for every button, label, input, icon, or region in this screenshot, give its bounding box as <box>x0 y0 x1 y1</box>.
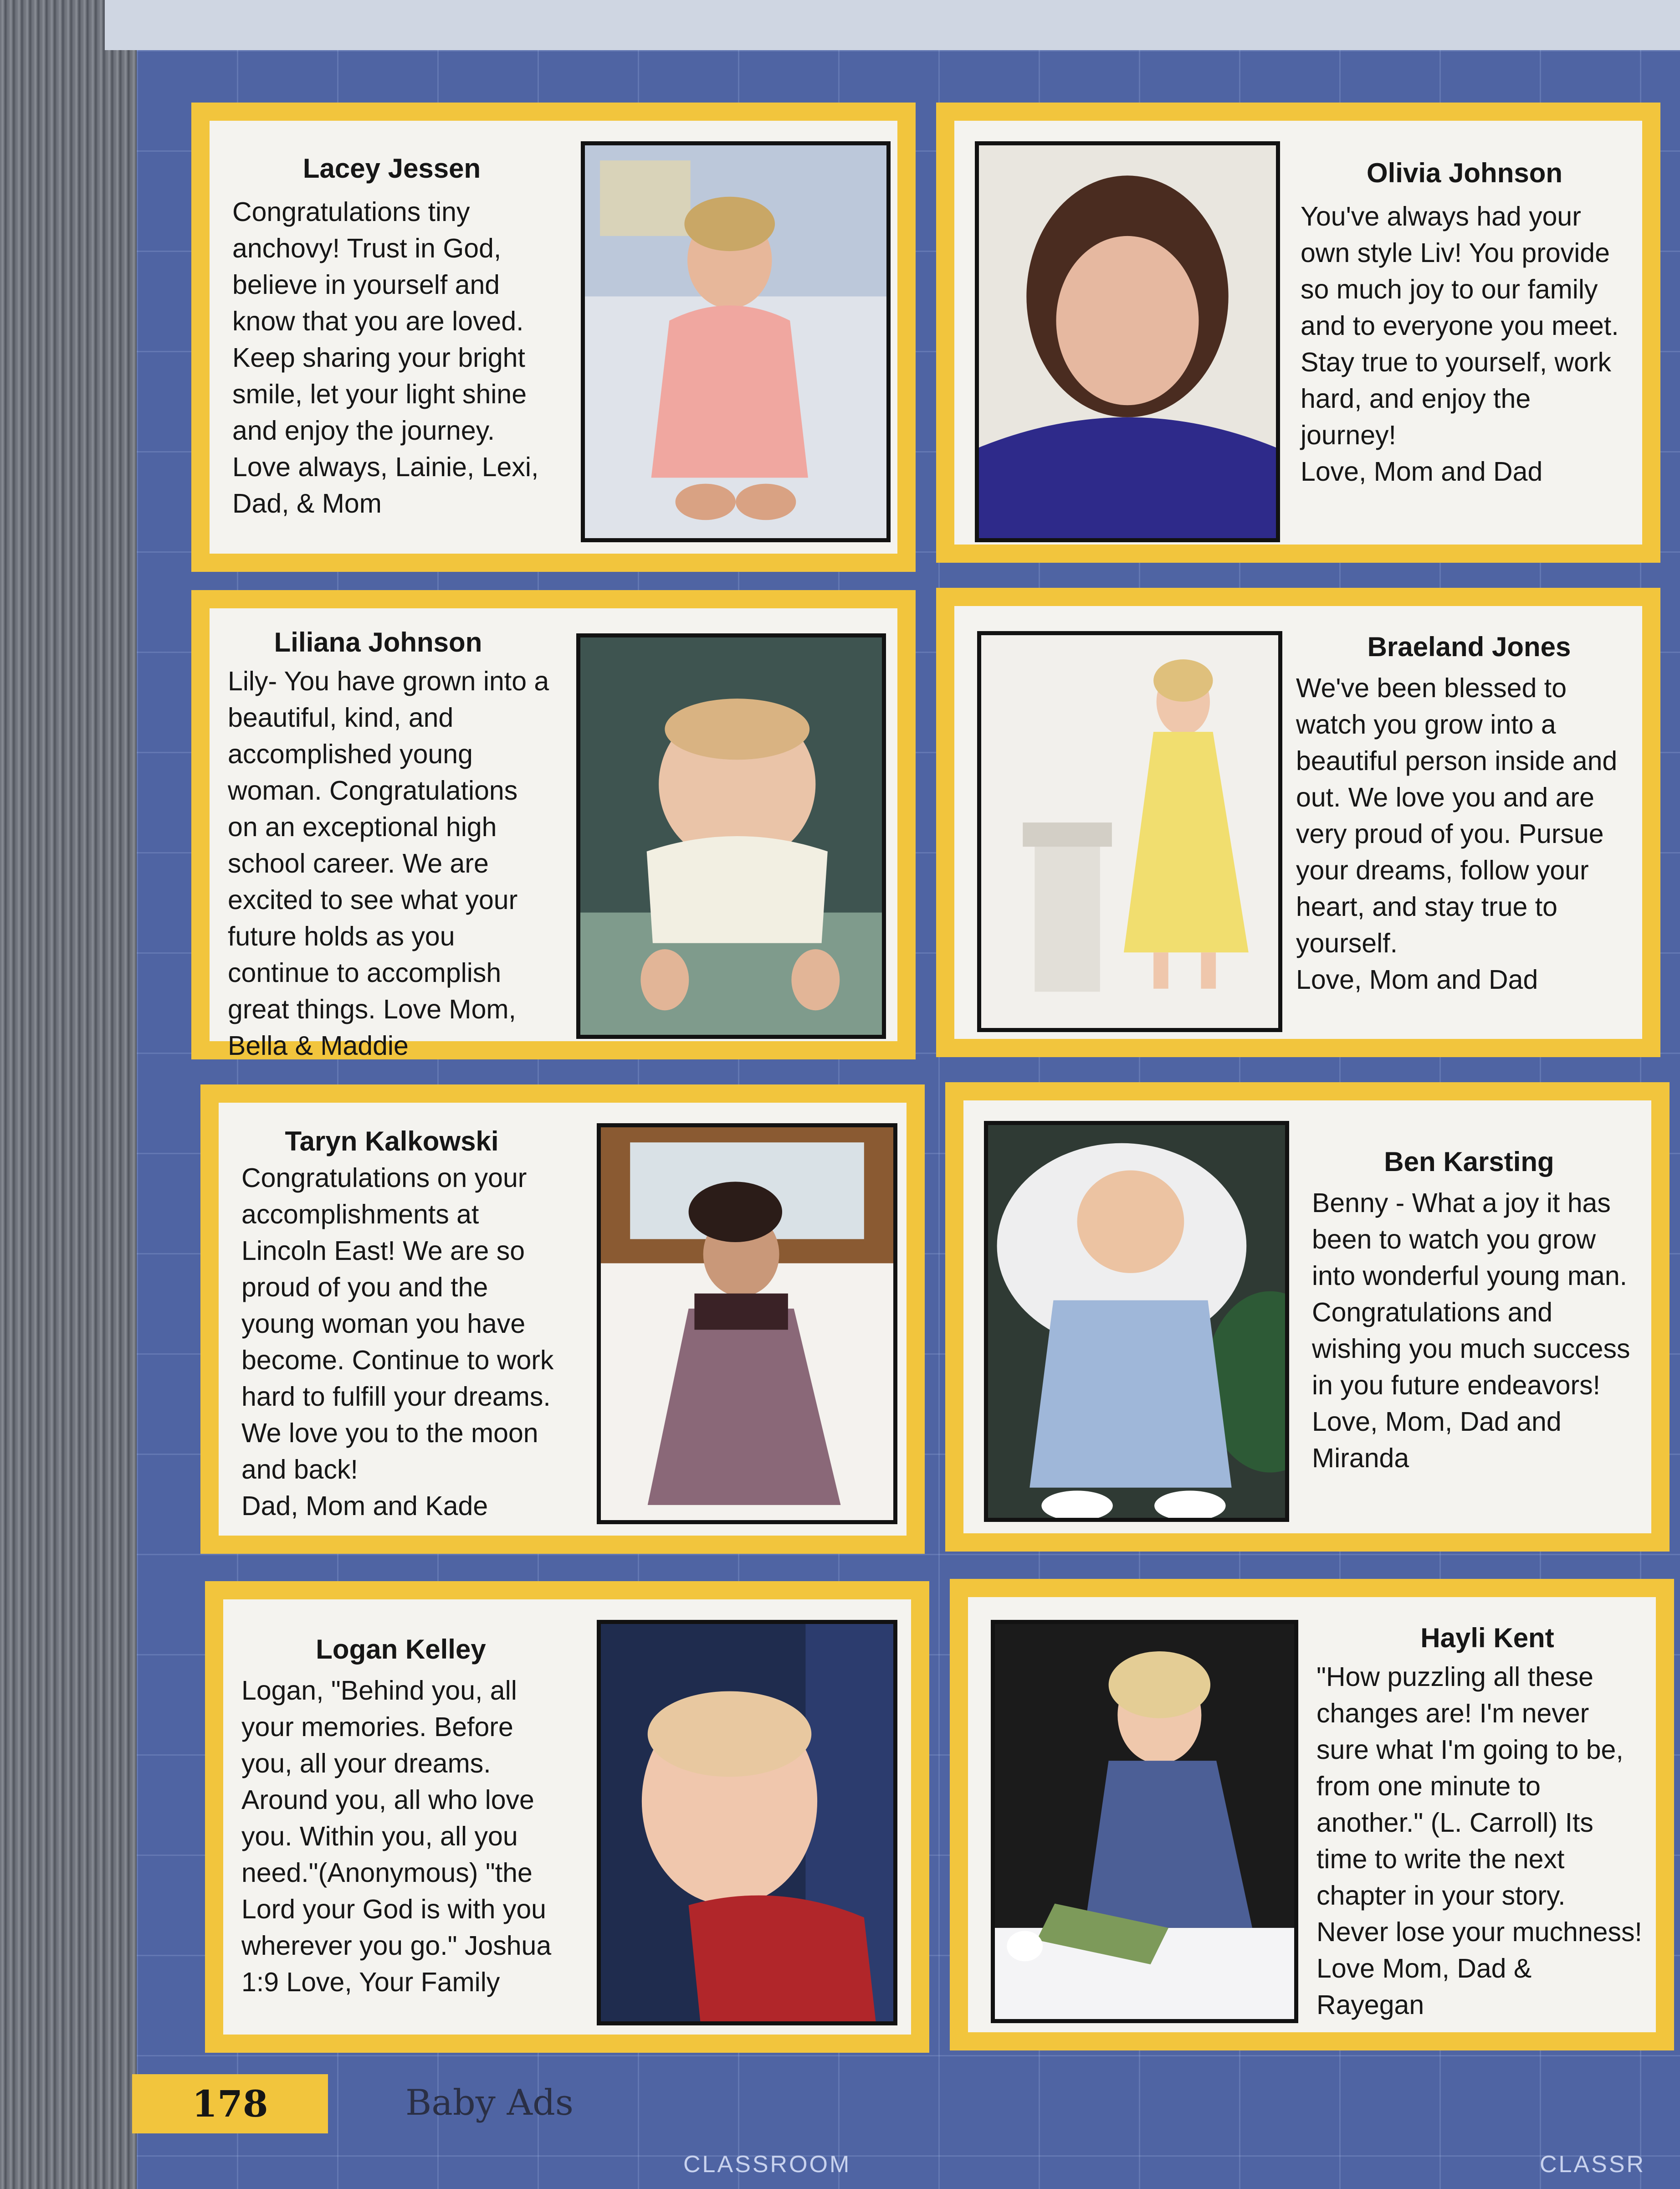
page-number: 178 <box>132 2074 328 2133</box>
baby-ad-card <box>205 1581 929 2053</box>
baby-photo <box>977 631 1282 1032</box>
baby-photo <box>576 633 886 1039</box>
student-name: Ben Karsting <box>1384 1146 1554 1177</box>
section-title: Baby Ads <box>405 2082 574 2123</box>
top-margin <box>105 0 1680 50</box>
baby-ad-card <box>936 588 1660 1057</box>
card-message: We've been blessed to watch you grow into a beautiful person inside and out. We love you and are very proud of you. Pursue your dreams, follow your heart, and stay true to yourself. Love, Mom and Dad <box>1296 673 1618 995</box>
student-name: Olivia Johnson <box>1366 158 1563 188</box>
watermark-label: CLASSROOM <box>683 2151 851 2178</box>
baby-photo <box>597 1123 897 1524</box>
book-page-edge <box>0 0 137 2189</box>
card-panel <box>954 121 1642 545</box>
baby-photo <box>984 1121 1289 1522</box>
student-name: Liliana Johnson <box>274 627 482 658</box>
student-name: Hayli Kent <box>1420 1623 1554 1653</box>
card-message: "How puzzling all these changes are! I'm never sure what I'm going to be, from one minute to another." (L. Carroll) Its time to write the next chapter in your story. Never lose your muchness! Love Mom, Dad & Rayegan <box>1316 1662 1642 2020</box>
card-message: You've always had your own style Liv! You provide so much joy to our family and to everyone you meet. Stay true to yourself, work hard, and enjoy the journey! Love, Mom and Dad <box>1301 201 1619 487</box>
baby-ad-card <box>191 590 916 1059</box>
card-panel <box>219 1103 907 1536</box>
card-message: Benny - What a joy it has been to watch you grow into wonderful young man. Congratulations and wishing you much success in you future endeavors! Love, Mom, Dad and Miranda <box>1312 1188 1630 1473</box>
card-message: Congratulations on your accomplishments at Lincoln East! We are so proud of you and the young woman you have become. Continue to work hard to fulfill your dreams. We love you to the moon and back! Dad, Mom and Kade <box>241 1163 554 1521</box>
baby-photo <box>597 1620 897 2025</box>
student-name: Lacey Jessen <box>302 153 481 184</box>
card-panel <box>963 1100 1651 1533</box>
baby-ad-card <box>191 103 916 572</box>
baby-photo <box>975 141 1280 542</box>
baby-ad-card <box>936 103 1660 563</box>
baby-photo <box>991 1620 1298 2023</box>
baby-ad-card <box>945 1082 1670 1552</box>
card-panel <box>210 608 897 1061</box>
student-name: Logan Kelley <box>316 1634 486 1665</box>
baby-ad-card <box>950 1579 1674 2050</box>
card-message: Logan, "Behind you, all your memories. Before you, all your dreams. Around you, all who love you. Within you, all you need."(Anonymous) "the Lord your God is with you wherever you go." Joshua 1:9 Love, Your Family <box>241 1675 552 1997</box>
card-message: Congratulations tiny anchovy! Trust in God, believe in yourself and know that you are loved. Keep sharing your bright smile, let your light shine and enjoy the journey. Love always, Lainie, Lexi, Dad, & Mom <box>232 197 539 519</box>
student-name: Taryn Kalkowski <box>285 1126 499 1156</box>
card-panel <box>954 606 1642 1039</box>
card-message: Lily- You have grown into a beautiful, kind, and accomplished young woman. Congratulations on an exceptional high school career. We are excited to see what your future holds as you continue to accomplish great things. Love Mom, Bella & Maddie <box>228 666 549 1061</box>
student-name: Braeland Jones <box>1367 632 1571 662</box>
baby-photo <box>581 141 891 542</box>
baby-ad-card <box>200 1084 925 1554</box>
card-panel <box>223 1599 911 2035</box>
card-panel <box>210 121 897 554</box>
watermark-label: CLASSR <box>1540 2151 1646 2178</box>
card-panel <box>968 1597 1656 2032</box>
